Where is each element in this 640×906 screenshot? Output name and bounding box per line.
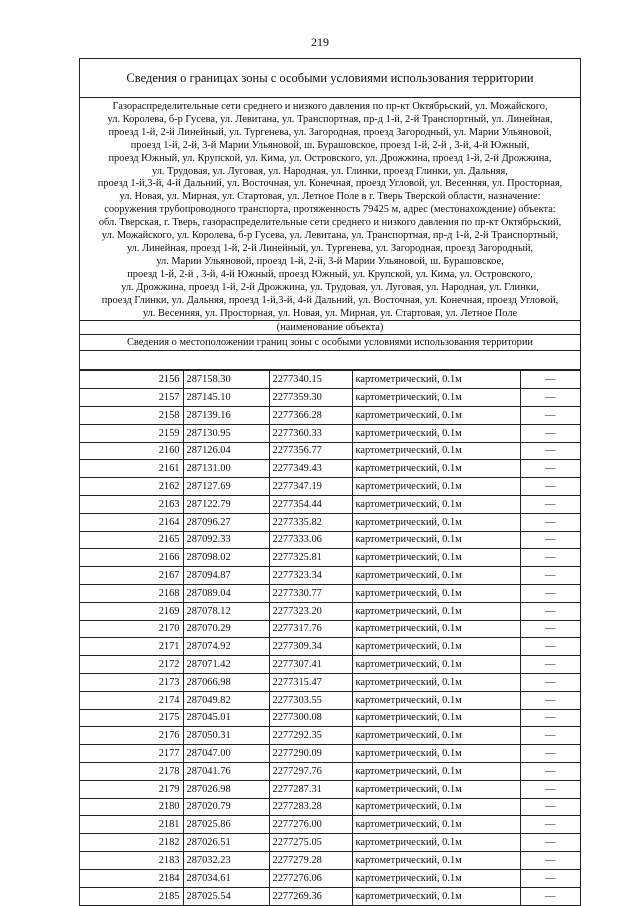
coordinate-x: 287026.98 — [183, 780, 269, 798]
table-row — [80, 513, 580, 531]
point-description: — — [520, 656, 580, 674]
point-number: 2168 — [80, 584, 183, 602]
coordinate-y: 2277354.44 — [269, 495, 352, 513]
object-name-label: (наименование объекта) — [80, 320, 580, 334]
point-description: — — [520, 602, 580, 620]
point-description: — — [520, 673, 580, 691]
coordinate-x: 287020.79 — [183, 798, 269, 816]
point-description: — — [520, 495, 580, 513]
point-number: 2184 — [80, 869, 183, 887]
table-row — [80, 442, 580, 460]
table-row — [80, 460, 580, 478]
point-description: — — [520, 887, 580, 905]
coordinate-y: 2277349.43 — [269, 460, 352, 478]
coordinate-x: 287122.79 — [183, 495, 269, 513]
coordinate-x: 287032.23 — [183, 851, 269, 869]
point-description: — — [520, 709, 580, 727]
coordinate-y: 2277300.08 — [269, 709, 352, 727]
coordinate-y: 2277275.05 — [269, 834, 352, 852]
point-description: — — [520, 745, 580, 763]
coordinate-x: 287034.61 — [183, 869, 269, 887]
determination-method: картометрический, 0.1м — [352, 567, 520, 585]
point-number: 2185 — [80, 887, 183, 905]
determination-method: картометрический, 0.1м — [352, 727, 520, 745]
point-number: 2174 — [80, 691, 183, 709]
header-spacer-row — [80, 351, 580, 370]
object-description-line: проезд Глинки, ул. Дальняя, проезд 1-й,3-й, 4-й Дальний, ул. Восточная, ул. Конечная, проезд Угловой, — [101, 294, 559, 306]
table-row — [80, 495, 580, 513]
section-title: Сведения о границах зоны с особыми условиями использования территории — [80, 59, 580, 98]
coordinate-x: 287049.82 — [183, 691, 269, 709]
table-row — [80, 567, 580, 585]
point-description: — — [520, 851, 580, 869]
coordinates-table — [80, 370, 580, 904]
object-description-line: проезд Южный, ул. Крупской, ул. Кима, ул. Островского, ул. Дрожжина, проезд 1-й, 2-й Дрожжина, — [108, 152, 552, 164]
coordinate-y: 2277276.06 — [269, 869, 352, 887]
determination-method: картометрический, 0.1м — [352, 424, 520, 442]
point-number: 2172 — [80, 656, 183, 674]
page-number: 219 — [311, 35, 329, 49]
determination-method: картометрический, 0.1м — [352, 762, 520, 780]
point-description: — — [520, 513, 580, 531]
determination-method: картометрический, 0.1м — [352, 869, 520, 887]
point-number: 2167 — [80, 567, 183, 585]
object-description-line: ул. Дрожжина, проезд 1-й, 2-й Дрожжина, ул. Трудовая, ул. Луговая, ул. Народная, ул. Глинки, — [121, 281, 539, 293]
point-description: — — [520, 638, 580, 656]
determination-method: картометрический, 0.1м — [352, 495, 520, 513]
coordinate-y: 2277360.33 — [269, 424, 352, 442]
point-description: — — [520, 531, 580, 549]
determination-method: картометрический, 0.1м — [352, 673, 520, 691]
point-number: 2180 — [80, 798, 183, 816]
point-number: 2160 — [80, 442, 183, 460]
point-description: — — [520, 780, 580, 798]
point-number: 2158 — [80, 407, 183, 425]
coordinate-x: 287074.92 — [183, 638, 269, 656]
coordinate-x: 287070.29 — [183, 620, 269, 638]
object-description-line: ул. Линейная, проезд 1-й, 2-й Линейный, ул. Тургенева, ул. Загородная, проезд Загородный, — [126, 242, 534, 254]
point-description: — — [520, 389, 580, 407]
coordinate-x: 287145.10 — [183, 389, 269, 407]
determination-method: картометрический, 0.1м — [352, 620, 520, 638]
table-row — [80, 638, 580, 656]
point-number: 2181 — [80, 816, 183, 834]
determination-method: картометрический, 0.1м — [352, 887, 520, 905]
coordinate-y: 2277315.47 — [269, 673, 352, 691]
point-number: 2156 — [80, 371, 183, 389]
table-row — [80, 834, 580, 852]
object-description-line: сооружения трубопроводного транспорта, протяженность 79425 м, адрес (местонахождение) объекта: — [104, 204, 556, 216]
coordinate-y: 2277297.76 — [269, 762, 352, 780]
coordinate-x: 287158.30 — [183, 371, 269, 389]
coordinate-y: 2277330.77 — [269, 584, 352, 602]
table-row — [80, 371, 580, 389]
table-row — [80, 478, 580, 496]
point-number: 2173 — [80, 673, 183, 691]
coordinate-y: 2277309.34 — [269, 638, 352, 656]
object-description-line: обл. Тверская, г. Тверь, газораспределительные сети среднего и низкого давления по пр-кт Октябрьский, — [98, 217, 562, 229]
point-description: — — [520, 584, 580, 602]
point-number: 2176 — [80, 727, 183, 745]
determination-method: картометрический, 0.1м — [352, 816, 520, 834]
coordinate-y: 2277276.00 — [269, 816, 352, 834]
coordinate-y: 2277347.19 — [269, 478, 352, 496]
point-number: 2163 — [80, 495, 183, 513]
coordinate-y: 2277356.77 — [269, 442, 352, 460]
coordinate-y: 2277323.20 — [269, 602, 352, 620]
point-number: 2162 — [80, 478, 183, 496]
coordinate-x: 287096.27 — [183, 513, 269, 531]
object-description-line: ул. Весенняя, ул. Просторная, ул. Новая, ул. Мирная, ул. Стартовая, ул. Летное Поле — [142, 307, 518, 319]
coordinate-y: 2277290.09 — [269, 745, 352, 763]
point-description: — — [520, 442, 580, 460]
table-row — [80, 656, 580, 674]
point-number: 2161 — [80, 460, 183, 478]
table-row — [80, 869, 580, 887]
table-row — [80, 549, 580, 567]
determination-method: картометрический, 0.1м — [352, 834, 520, 852]
point-number: 2166 — [80, 549, 183, 567]
determination-method: картометрический, 0.1м — [352, 371, 520, 389]
coordinate-y: 2277340.15 — [269, 371, 352, 389]
coordinate-x: 287047.00 — [183, 745, 269, 763]
determination-method: картометрический, 0.1м — [352, 691, 520, 709]
table-row — [80, 887, 580, 905]
determination-method: картометрический, 0.1м — [352, 460, 520, 478]
coordinate-x: 287045.01 — [183, 709, 269, 727]
table-row — [80, 691, 580, 709]
object-description-line: ул. Королева, б-р Гусева, ул. Левитана, ул. Транспортная, пр-д 1-й, 2-й Транспортный, ул. Линейная, — [107, 113, 553, 125]
point-description: — — [520, 620, 580, 638]
coordinate-x: 287092.33 — [183, 531, 269, 549]
table-row — [80, 424, 580, 442]
object-description-line: ул. Новая, ул. Мирная, ул. Стартовая, ул. Летное Поле в г. Тверь Тверской области, назначение: — [119, 191, 541, 203]
coordinate-y: 2277317.76 — [269, 620, 352, 638]
point-number: 2182 — [80, 834, 183, 852]
coordinate-y: 2277287.31 — [269, 780, 352, 798]
point-number: 2164 — [80, 513, 183, 531]
coordinate-x: 287026.51 — [183, 834, 269, 852]
point-number: 2175 — [80, 709, 183, 727]
coordinate-y: 2277279.28 — [269, 851, 352, 869]
determination-method: картометрический, 0.1м — [352, 478, 520, 496]
coordinate-y: 2277333.06 — [269, 531, 352, 549]
table-row — [80, 780, 580, 798]
determination-method: картометрический, 0.1м — [352, 531, 520, 549]
table-row — [80, 584, 580, 602]
coordinate-y: 2277323.34 — [269, 567, 352, 585]
point-number: 2159 — [80, 424, 183, 442]
determination-method: картометрический, 0.1м — [352, 709, 520, 727]
determination-method: картометрический, 0.1м — [352, 442, 520, 460]
coordinate-y: 2277325.81 — [269, 549, 352, 567]
determination-method: картометрический, 0.1м — [352, 407, 520, 425]
table-row — [80, 709, 580, 727]
determination-method: картометрический, 0.1м — [352, 745, 520, 763]
table-row — [80, 602, 580, 620]
determination-method: картометрический, 0.1м — [352, 780, 520, 798]
object-description-line: ул. Марии Ульяновой, проезд 1-й, 2-й, 3-й Марии Ульяновой, ш. Бурашовское, — [156, 255, 504, 267]
point-number: 2178 — [80, 762, 183, 780]
point-description: — — [520, 424, 580, 442]
point-number: 2170 — [80, 620, 183, 638]
coordinate-x: 287078.12 — [183, 602, 269, 620]
coordinate-x: 287025.54 — [183, 887, 269, 905]
object-description-line: проезд 1-й, 2-й Линейный, ул. Тургенева, ул. Загородная, проезд Загородный, ул. Марии Ульяновой, — [108, 126, 552, 138]
coordinate-x: 287094.87 — [183, 567, 269, 585]
table-row — [80, 762, 580, 780]
coordinate-x: 287098.02 — [183, 549, 269, 567]
coordinate-x: 287139.16 — [183, 407, 269, 425]
table-row — [80, 389, 580, 407]
determination-method: картометрический, 0.1м — [352, 584, 520, 602]
coordinate-y: 2277292.35 — [269, 727, 352, 745]
point-description: — — [520, 371, 580, 389]
coordinate-x: 287089.04 — [183, 584, 269, 602]
point-description: — — [520, 567, 580, 585]
table-row — [80, 798, 580, 816]
point-number: 2183 — [80, 851, 183, 869]
point-description: — — [520, 478, 580, 496]
point-description: — — [520, 834, 580, 852]
point-number: 2157 — [80, 389, 183, 407]
coordinate-x: 287041.76 — [183, 762, 269, 780]
coordinate-x: 287127.69 — [183, 478, 269, 496]
point-number: 2179 — [80, 780, 183, 798]
table-row — [80, 745, 580, 763]
coordinate-x: 287126.04 — [183, 442, 269, 460]
table-row — [80, 851, 580, 869]
coordinate-x: 287025.86 — [183, 816, 269, 834]
object-description-line: проезд 1-й, 2-й , 3-й, 4-й Южный, проезд Южный, ул. Крупской, ул. Кима, ул. Островского, — [127, 268, 533, 280]
table-row — [80, 620, 580, 638]
coordinate-y: 2277366.28 — [269, 407, 352, 425]
object-description-line: проезд 1-й,3-й, 4-й Дальний, ул. Восточная, ул. Конечная, проезд Угловой, ул. Весенняя, ул. Просторная, — [97, 178, 563, 190]
point-number: 2169 — [80, 602, 183, 620]
location-section-title: Сведения о местоположении границ зоны с особыми условиями использования территории — [80, 334, 580, 351]
zone-boundaries-section — [79, 58, 581, 906]
determination-method: картометрический, 0.1м — [352, 851, 520, 869]
coordinate-y: 2277283.28 — [269, 798, 352, 816]
object-description-line: Газораспределительные сети среднего и низкого давления по пр-кт Октябрьский, ул. Можайского, — [112, 101, 548, 112]
coordinate-y: 2277269.36 — [269, 887, 352, 905]
point-description: — — [520, 798, 580, 816]
determination-method: картометрический, 0.1м — [352, 513, 520, 531]
point-number: 2177 — [80, 745, 183, 763]
object-description-line: проезд 1-й, 2-й, 3-й Марии Ульяновой, ш. Бурашовское, проезд 1-й, 2-й , 3-й, 4-й Южный, — [130, 139, 530, 151]
coordinate-x: 287130.95 — [183, 424, 269, 442]
table-row — [80, 407, 580, 425]
coordinate-y: 2277307.41 — [269, 656, 352, 674]
point-number: 2171 — [80, 638, 183, 656]
determination-method: картометрический, 0.1м — [352, 389, 520, 407]
determination-method: картометрический, 0.1м — [352, 638, 520, 656]
coordinate-y: 2277359.30 — [269, 389, 352, 407]
point-description: — — [520, 727, 580, 745]
coordinate-y: 2277303.55 — [269, 691, 352, 709]
coordinate-x: 287066.98 — [183, 673, 269, 691]
table-row — [80, 727, 580, 745]
object-description-line: ул. Трудовая, ул. Луговая, ул. Народная, ул. Глинки, проезд Глинки, ул. Дальняя, — [152, 165, 508, 177]
table-row — [80, 531, 580, 549]
object-description — [80, 98, 580, 320]
determination-method: картометрический, 0.1м — [352, 798, 520, 816]
coordinate-x: 287071.42 — [183, 656, 269, 674]
coordinate-y: 2277335.82 — [269, 513, 352, 531]
point-description: — — [520, 407, 580, 425]
table-row — [80, 673, 580, 691]
point-description: — — [520, 549, 580, 567]
point-description: — — [520, 460, 580, 478]
coordinate-x: 287131.00 — [183, 460, 269, 478]
table-row — [80, 816, 580, 834]
point-description: — — [520, 869, 580, 887]
point-description: — — [520, 691, 580, 709]
point-description: — — [520, 816, 580, 834]
point-description: — — [520, 762, 580, 780]
coordinate-x: 287050.31 — [183, 727, 269, 745]
object-description-line: ул. Можайского, ул. Королева, б-р Гусева, ул. Левитана, ул. Транспортная, пр-д 1-й, 2-й Транспортный, — [101, 230, 559, 242]
determination-method: картометрический, 0.1м — [352, 602, 520, 620]
determination-method: картометрический, 0.1м — [352, 549, 520, 567]
determination-method: картометрический, 0.1м — [352, 656, 520, 674]
point-number: 2165 — [80, 531, 183, 549]
